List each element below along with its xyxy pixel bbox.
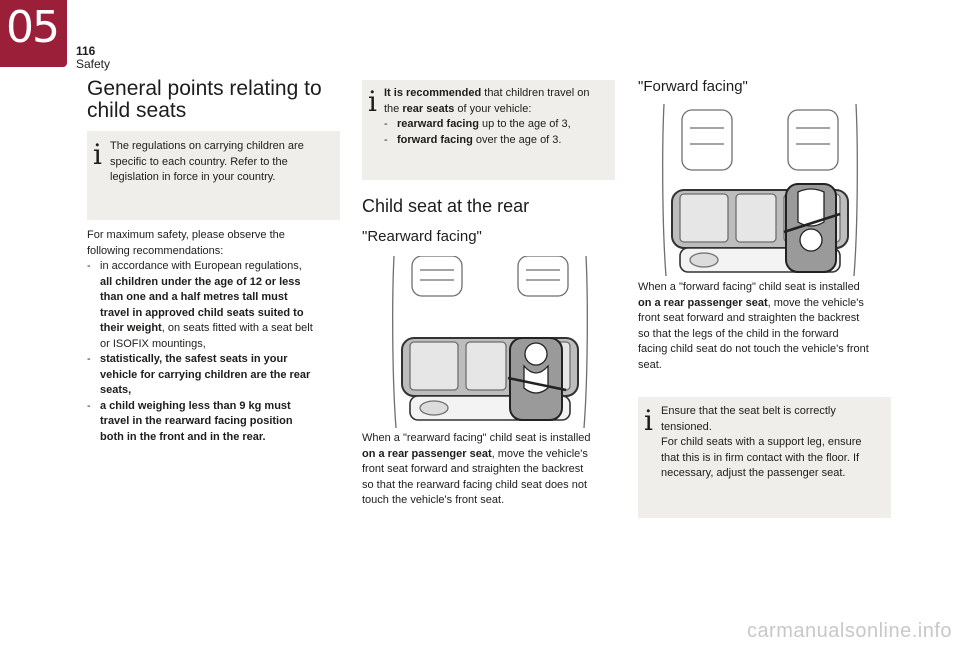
- info-note-rear-seats: [362, 80, 615, 180]
- text-line: travel in the rearward facing position: [100, 415, 293, 427]
- info-icon: i: [93, 138, 102, 171]
- text-line: When a "forward facing" child seat is installed: [638, 281, 860, 293]
- text-line: front seat forward and straighten the backrest: [638, 312, 860, 324]
- text-line: Ensure that the seat belt is correctly: [661, 405, 836, 417]
- text-line: For maximum safety, please observe the: [87, 229, 285, 241]
- page-number: 116: [76, 44, 96, 58]
- info-note-text: [661, 404, 887, 482]
- watermark: carmanualsonline.info: [746, 620, 952, 642]
- list-item: [384, 133, 612, 149]
- subheading-rearward: "Rearward facing": [362, 228, 482, 245]
- text-line: all children under the age of 12 or less: [100, 275, 301, 288]
- text-line: seats,: [100, 384, 132, 396]
- text-line: necessary, adjust the passenger seat.: [661, 467, 846, 479]
- list-dash: -: [87, 260, 91, 272]
- text-line: in accordance with European regulations,: [100, 260, 302, 272]
- text-line: so that the legs of the child in the forward: [638, 327, 839, 340]
- rearward-facing-paragraph: [362, 431, 620, 509]
- text-line: tensioned.: [661, 420, 712, 433]
- text-line: both in the front and in the rear.: [100, 430, 266, 443]
- forward-facing-paragraph: [638, 280, 896, 373]
- list-dash: -: [87, 399, 91, 412]
- list-dash: -: [384, 118, 388, 130]
- text-line: or ISOFIX mountings,: [100, 337, 206, 350]
- text: , move the vehicle's: [491, 447, 588, 460]
- text: that children travel on: [481, 87, 590, 99]
- text-line: front seat forward and straighten the backrest: [362, 463, 584, 475]
- page-title-line: General points relating to: [87, 77, 322, 100]
- page-title-line: child seats: [87, 99, 187, 122]
- text: , move the vehicle's: [767, 296, 864, 309]
- text-line: following recommendations:: [87, 244, 224, 257]
- bold-text: on a rear passenger seat: [638, 296, 768, 309]
- text-line: vehicle for carrying children are the rear: [100, 368, 311, 381]
- bold-text: It is recommended: [384, 87, 482, 99]
- list-item: [87, 399, 345, 446]
- text-line: than one and a half metres tall must: [100, 291, 288, 303]
- info-note-text: [384, 86, 612, 148]
- section-name: Safety: [76, 57, 111, 71]
- list-dash: -: [87, 353, 91, 365]
- info-icon: i: [368, 85, 377, 118]
- chapter-tab: [0, 0, 67, 67]
- bold-text: their weight: [100, 322, 162, 334]
- text: up to the age of 3,: [478, 118, 571, 130]
- chapter-number: 05: [6, 2, 58, 53]
- text: the: [384, 102, 403, 115]
- subheading-forward: "Forward facing": [638, 78, 748, 95]
- text-line: a child weighing less than 9 kg must: [100, 399, 291, 412]
- text-line: statistically, the safest seats in your: [100, 353, 288, 365]
- recommendations: [87, 228, 345, 445]
- text-line: facing child seat do not touch the vehicle's front: [638, 343, 869, 355]
- list-dash: -: [384, 133, 388, 146]
- bold-text: rearward facing: [397, 118, 479, 130]
- rearward-facing-illustration: [390, 256, 590, 428]
- text-line: [638, 296, 896, 312]
- info-note-seat-belt: [638, 397, 891, 518]
- page-title: [87, 78, 347, 122]
- text-line: specific to each country. Refer to the: [110, 155, 288, 168]
- list-item: [87, 352, 345, 399]
- bold-text: forward facing: [397, 133, 473, 146]
- info-icon: i: [644, 404, 653, 437]
- info-note-regulations: [87, 131, 340, 220]
- text-line: [362, 447, 620, 463]
- car-rear-seat-diagram: [660, 104, 860, 276]
- text-line: [384, 86, 612, 102]
- list-item: [87, 259, 345, 352]
- text-line: The regulations on carrying children are: [110, 140, 304, 152]
- bold-text: on a rear passenger seat: [362, 447, 492, 460]
- text-line: travel in approved child seats suited to: [100, 306, 304, 319]
- text-line: When a "rearward facing" child seat is installed: [362, 432, 591, 444]
- text-line: legislation in force in your country.: [110, 171, 276, 183]
- bold-text: rear seats: [402, 102, 455, 115]
- text-line: [384, 102, 612, 118]
- text: , on seats fitted with a seat belt: [161, 322, 313, 334]
- text-line: For child seats with a support leg, ensure: [661, 436, 862, 448]
- text-line: [100, 321, 313, 337]
- text-line: touch the vehicle's front seat.: [362, 494, 505, 506]
- section-heading: Child seat at the rear: [362, 196, 530, 216]
- text: of your vehicle:: [454, 102, 532, 115]
- car-rear-seat-diagram: [390, 256, 590, 428]
- info-note-text: [110, 139, 336, 186]
- list-item: [384, 117, 612, 133]
- forward-facing-illustration: [660, 104, 860, 276]
- text: over the age of 3.: [472, 133, 562, 146]
- text-line: that this is in firm contact with the floor. If: [661, 451, 860, 464]
- text-line: seat.: [638, 358, 662, 371]
- text-line: so that the rearward facing child seat does not: [362, 478, 588, 491]
